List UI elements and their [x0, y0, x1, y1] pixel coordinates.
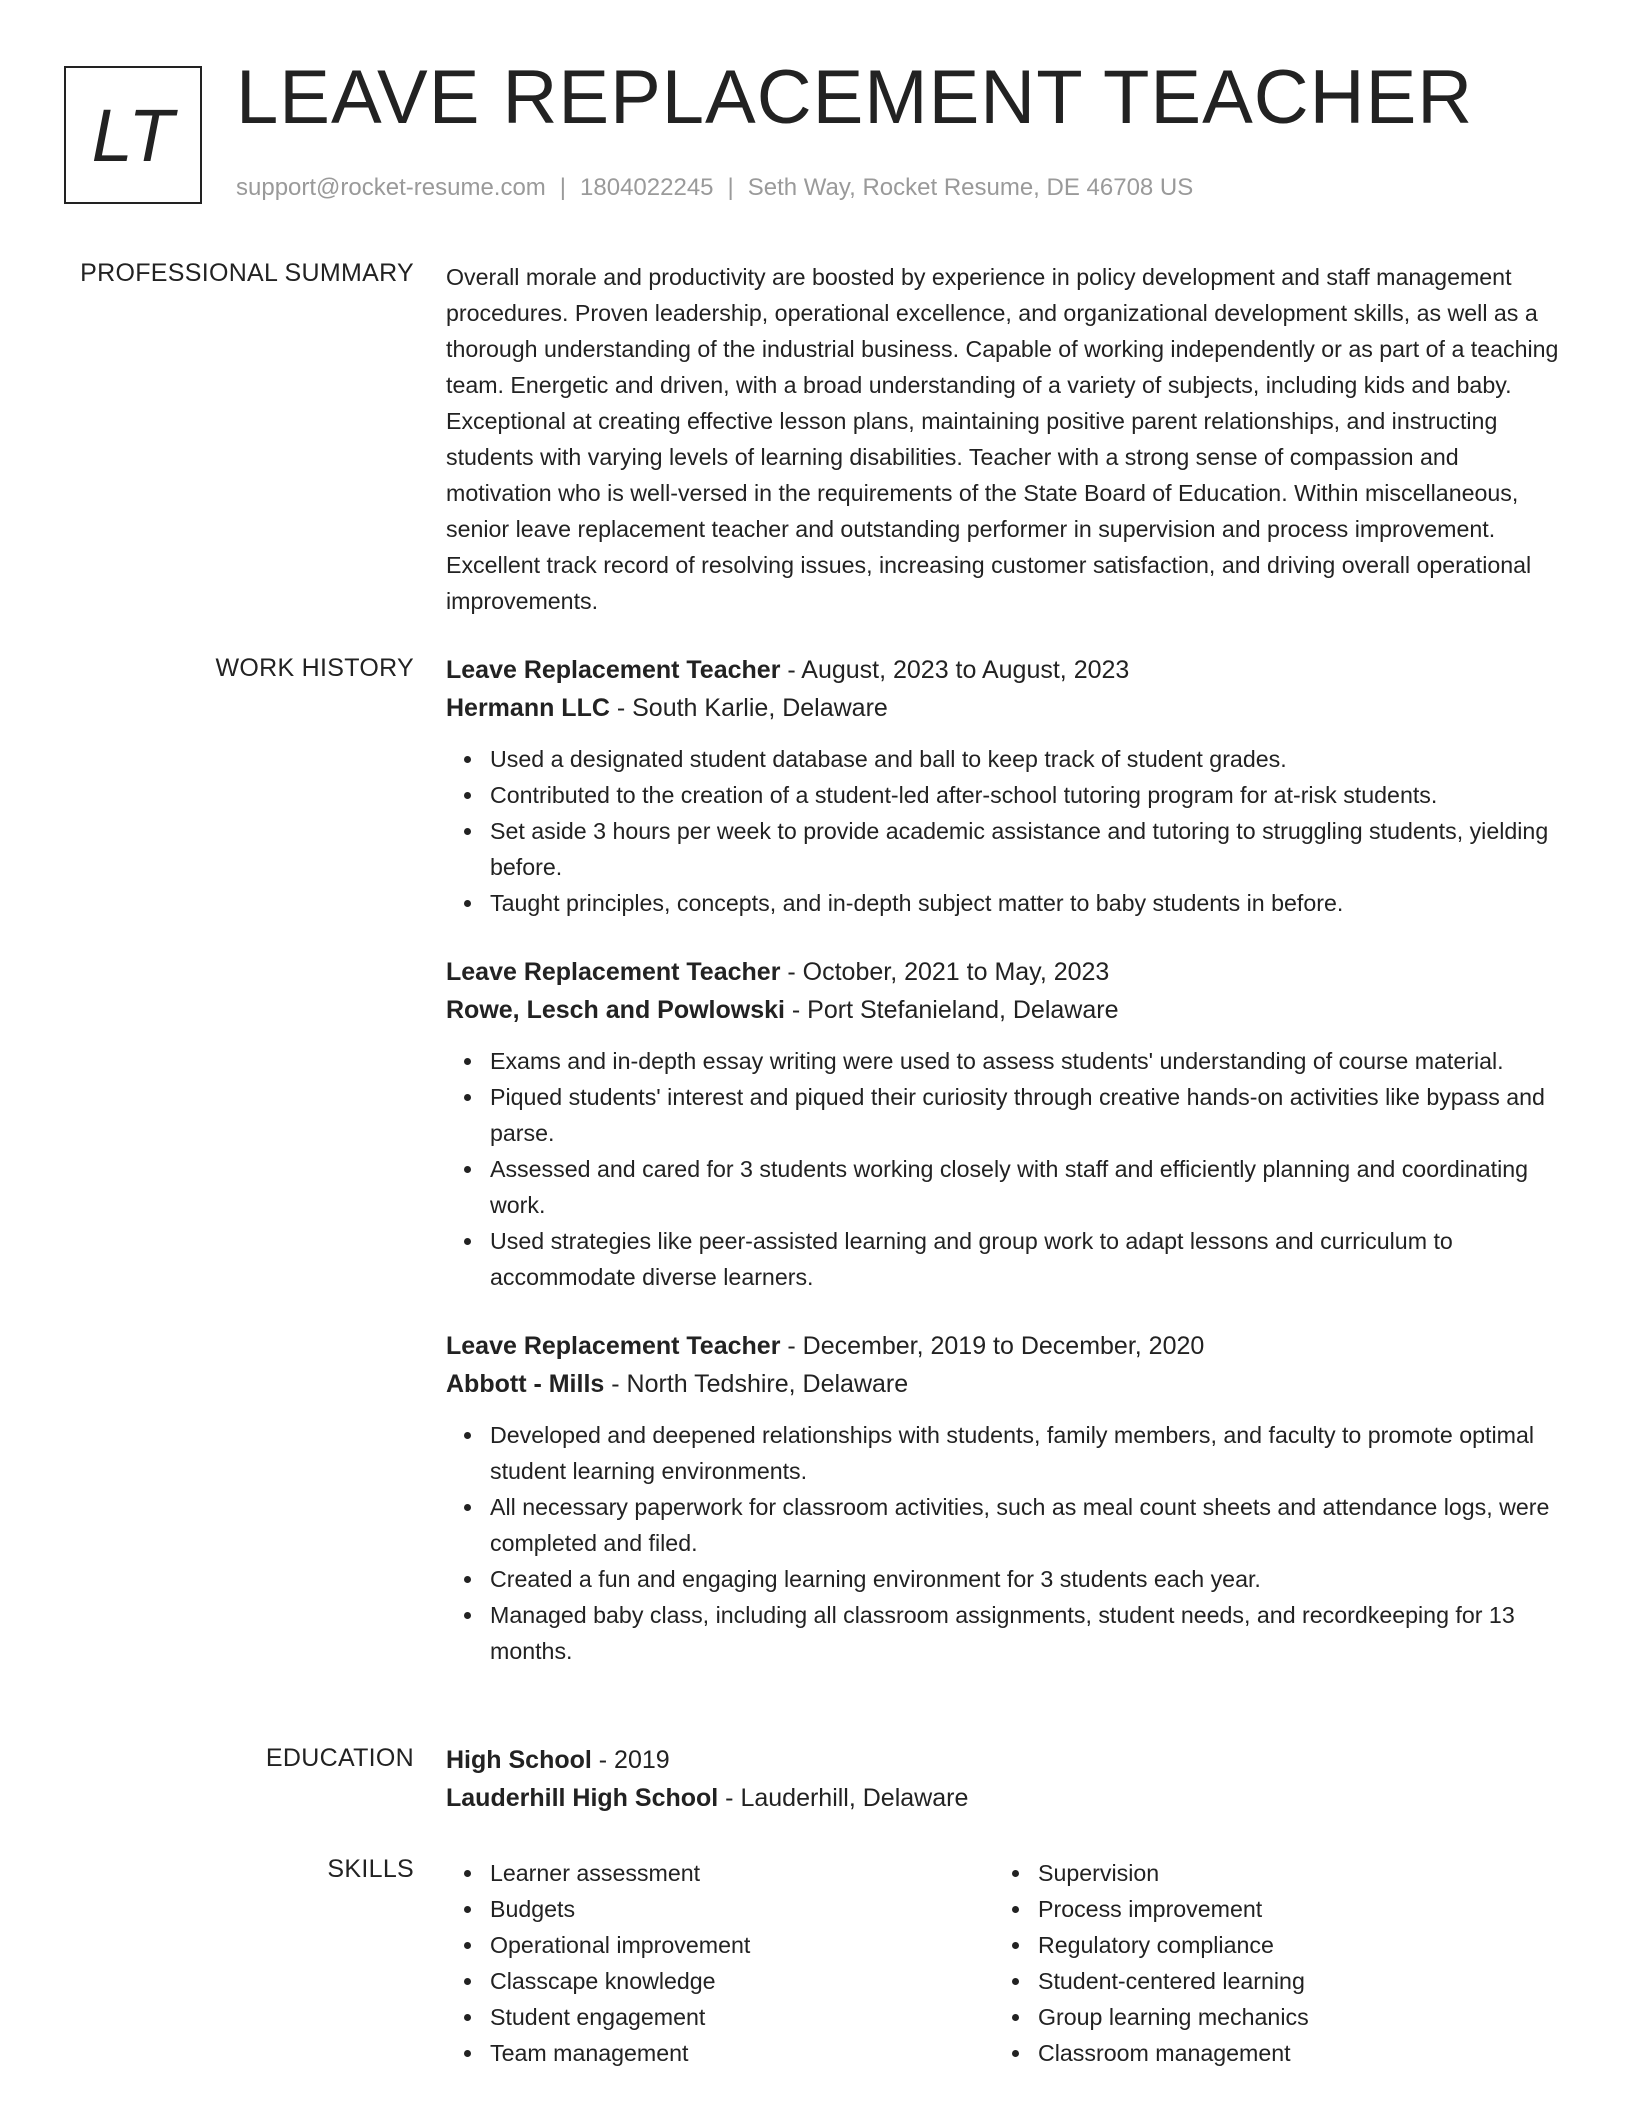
skill-item: Classroom management — [1038, 2035, 1542, 2071]
education-location: - Lauderhill, Delaware — [718, 1784, 969, 1812]
section-heading-summary: PROFESSIONAL SUMMARY — [80, 259, 414, 287]
education-year: - 2019 — [591, 1746, 670, 1774]
contact-address: Seth Way, Rocket Resume, DE 46708 US — [747, 174, 1194, 201]
contact-phone[interactable]: 1804022245 — [580, 174, 714, 201]
education-degree-line — [446, 1741, 1561, 1779]
skills-list — [446, 1855, 994, 2071]
bullet-item: Assessed and cared for 3 students working closely with staff and efficiently planning and coordinating work. — [490, 1151, 1561, 1223]
skill-item: Team management — [490, 2035, 994, 2071]
skill-item: Supervision — [1038, 1855, 1542, 1891]
job-title: Leave Replacement Teacher — [446, 656, 781, 684]
bullet-item: Exams and in-depth essay writing were used to assess students' understanding of course material. — [490, 1043, 1561, 1079]
bullet-item: Created a fun and engaging learning environment for 3 students each year. — [490, 1561, 1561, 1597]
job-bullets — [446, 741, 1561, 921]
bullet-item: Set aside 3 hours per week to provide academic assistance and tutoring to struggling students, yielding before. — [490, 813, 1561, 885]
job-title: Leave Replacement Teacher — [446, 1332, 781, 1360]
bullet-item: Taught principles, concepts, and in-depth subject matter to baby students in before. — [490, 885, 1561, 921]
skill-item: Process improvement — [1038, 1891, 1542, 1927]
skill-item: Regulatory compliance — [1038, 1927, 1542, 1963]
job-entry — [446, 1327, 1561, 1669]
job-company-line — [446, 991, 1561, 1029]
skill-item: Student engagement — [490, 1999, 994, 2035]
job-location: - Port Stefanieland, Delaware — [784, 996, 1119, 1024]
skill-item: Budgets — [490, 1891, 994, 1927]
contact-line — [236, 174, 1193, 202]
contact-email[interactable]: support@rocket-resume.com — [236, 174, 546, 201]
summary-body — [446, 259, 1561, 619]
job-company: Hermann LLC — [446, 694, 610, 722]
job-title-line — [446, 953, 1561, 991]
bullet-item: All necessary paperwork for classroom activities, such as meal count sheets and attendance logs, were completed and filed. — [490, 1489, 1561, 1561]
summary-text: Overall morale and productivity are boosted by experience in policy development and staff management procedures. Proven leadership, operational excellence, and organizational development skills, as well as a thorough understanding of the industrial business. Capable of working independently or as part of a teaching team. Energetic and driven, with a broad understanding of a variety of subjects, including kids and baby. Exceptional at creating effective lesson plans, maintaining positive parent relationships, and instructing students with varying levels of learning disabilities. Teacher with a strong sense of compassion and motivation who is well-versed in the requirements of the State Board of Education. Within miscellaneous, senior leave replacement teacher and outstanding performer in supervision and process improvement. Excellent track record of resolving issues, increasing customer satisfaction, and driving overall operational improvements. — [446, 264, 1559, 614]
contact-separator: | — [727, 174, 734, 201]
skill-item: Student-centered learning — [1038, 1963, 1542, 1999]
job-company-line — [446, 1365, 1561, 1403]
bullet-item: Piqued students' interest and piqued their curiosity through creative hands-on activities like bypass and parse. — [490, 1079, 1561, 1151]
section-heading-skills: SKILLS — [327, 1855, 414, 1883]
job-dates: - December, 2019 to December, 2020 — [780, 1332, 1205, 1360]
bullet-item: Used strategies like peer-assisted learning and group work to adapt lessons and curriculum to accommodate diverse learners. — [490, 1223, 1561, 1295]
job-entry — [446, 953, 1561, 1295]
skill-item: Learner assessment — [490, 1855, 994, 1891]
section-heading-education: EDUCATION — [265, 1744, 414, 1772]
section-heading-work-history: WORK HISTORY — [215, 654, 414, 682]
skills-columns — [446, 1855, 1561, 2071]
job-dates: - August, 2023 to August, 2023 — [780, 656, 1130, 684]
skills-list — [994, 1855, 1542, 2071]
contact-separator: | — [559, 174, 567, 201]
job-location: - South Karlie, Delaware — [609, 694, 888, 722]
job-bullets — [446, 1417, 1561, 1669]
skill-item: Operational improvement — [490, 1927, 994, 1963]
job-title-line — [446, 1327, 1561, 1365]
job-location: - North Tedshire, Delaware — [604, 1370, 909, 1398]
education-school-line — [446, 1779, 1561, 1817]
bullet-item: Managed baby class, including all classroom assignments, student needs, and recordkeeping for 13 months. — [490, 1597, 1561, 1669]
monogram-logo — [64, 66, 202, 204]
resume-title: LEAVE REPLACEMENT TEACHER — [236, 55, 1474, 140]
education-body — [446, 1741, 1561, 1817]
skills-column-right — [994, 1855, 1542, 2071]
job-title-line — [446, 651, 1561, 689]
education-school: Lauderhill High School — [446, 1784, 719, 1812]
bullet-item: Contributed to the creation of a student-led after-school tutoring program for at-risk students. — [490, 777, 1561, 813]
monogram-initials: LT — [91, 93, 175, 177]
bullet-item: Developed and deepened relationships with students, family members, and faculty to promote optimal student learning environments. — [490, 1417, 1561, 1489]
skill-item: Classcape knowledge — [490, 1963, 994, 1999]
job-title: Leave Replacement Teacher — [446, 958, 781, 986]
education-degree: High School — [446, 1746, 592, 1774]
skills-body — [446, 1855, 1561, 2071]
job-bullets — [446, 1043, 1561, 1295]
job-company: Abbott - Mills — [446, 1370, 605, 1398]
job-dates: - October, 2021 to May, 2023 — [780, 958, 1110, 986]
work-history-body — [446, 651, 1561, 1701]
job-entry — [446, 651, 1561, 921]
skills-column-left — [446, 1855, 994, 2071]
job-company-line — [446, 689, 1561, 727]
bullet-item: Used a designated student database and ball to keep track of student grades. — [490, 741, 1561, 777]
job-company: Rowe, Lesch and Powlowski — [446, 996, 785, 1024]
skill-item: Group learning mechanics — [1038, 1999, 1542, 2035]
